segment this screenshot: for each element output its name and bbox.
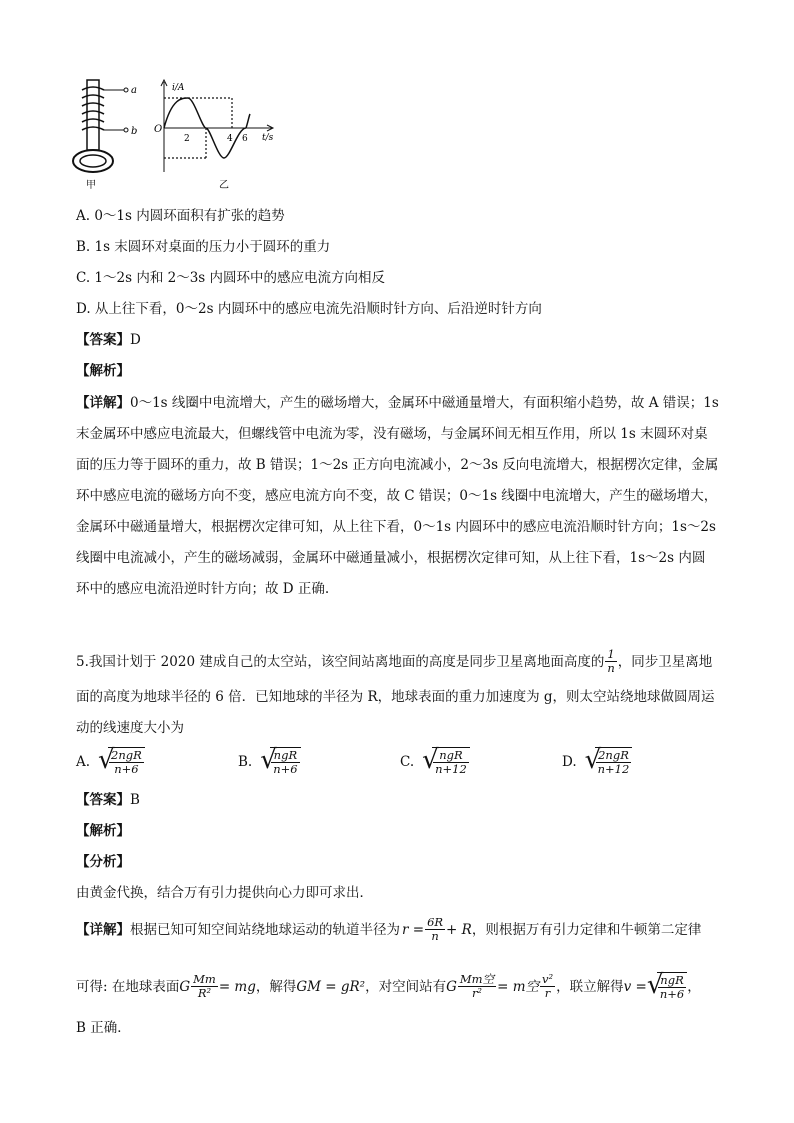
q5-detail-line-1: 【详解】 根据已知可知空间站绕地球运动的轨道半径为 r = $\frac{6R}{n}$ + R ，则根据万有引力定律和牛顿第二定律: [76, 915, 702, 943]
q4-detail-line-2: 末金属环中感应电流最大，但螺线管中电流为零，没有磁场，与金属环间无相互作用，所以 1s 末圆环对桌: [76, 426, 708, 442]
q4-answer: [76, 330, 141, 350]
fraction-1-over-n: $\frac{1}{n}$: [607, 647, 615, 675]
q5-fenxi-text: 由黄金代换，结合万有引力提供向心力即可求出．: [76, 885, 373, 901]
q5-detail-line-3: B 正确．: [76, 1020, 131, 1036]
label-jia: 甲: [86, 180, 96, 191]
q5-answer: 【答案】B: [76, 792, 140, 808]
q4-detail-line-3: 面的压力等于圆环的重力，故 B 错误；1～2s 正方向电流减小，2～3s 反向电流增大，根据楞次定律，金属: [76, 457, 719, 473]
q4-detail-line-4: 环中感应电流的磁场方向不变，感应电流方向不变，故 C 错误；0～1s 线圈中电流增大，产生的磁场增大，: [76, 488, 718, 504]
q5-option-c: C. √ $\frac{\text{ngR}}{n+12}$: [400, 747, 470, 776]
label-b: b: [131, 126, 138, 137]
q5-fenxi-tag: 【分析】: [76, 854, 130, 870]
q4-detail-line-6: 线圈中电流减小，产生的磁场减弱，金属环中磁通量减小，根据楞次定律可知，从上往下看，1s～2s 内圆: [76, 550, 706, 566]
q5-option-a: A. √ $\frac{\text{2ngR}}{n+6}$: [76, 747, 145, 776]
q4-detail-line-1: 【详解】0～1s 线圈中电流增大，产生的磁场增大，金属环中磁通量增大，有面积缩小趋势，故 A 错误；1s: [76, 395, 719, 411]
q5-option-b: B. √ $\frac{\text{ngR}}{n+6}$: [238, 747, 301, 776]
q5-stem-line-2: 面的高度为地球半径的 6 倍．已知地球的半径为 R，地球表面的重力加速度为 g，则太空站绕地球做圆周运: [76, 689, 715, 705]
y-axis-label: i/A: [172, 83, 185, 93]
solenoid-diagram: [73, 80, 128, 172]
q4-option-d: D. 从上往下看，0～2s 内圆环中的感应电流先沿顺时针方向、后沿逆时针方向: [76, 301, 542, 317]
q4-option-b: B. 1s 末圆环对桌面的压力小于圆环的重力: [76, 239, 331, 255]
answer-tag: 【答案】: [76, 332, 130, 348]
q4-option-a: A. 0～1s 内圆环面积有扩张的趋势: [76, 208, 285, 224]
q4-analysis-tag: 【解析】: [76, 363, 130, 379]
tick-4: 4: [227, 134, 233, 144]
tick-6: 6: [242, 134, 248, 144]
x-axis-label: t/s: [262, 133, 274, 143]
q5-detail-line-2: 可得: 在地球表面 G $\frac{Mm}{\text{R²}}$ = mg ，解得 GM = gR² ，对空间站有 G $\frac{\text{Mm空}}{\text{r²}}$ = m空 $\frac{\text{v²}}{r}$ ，联立解得 v = √ $\frac{\text{ngR}}{n+6}$ ，: [76, 970, 701, 1001]
q4-detail-line-7: 环中的感应电流沿逆时针方向；故 D 正确.: [76, 581, 330, 597]
current-time-graph: [161, 80, 273, 172]
label-yi: 乙: [219, 180, 229, 191]
q5-option-d: D. √ $\frac{\text{2ngR}}{n+12}$: [562, 747, 632, 776]
answer-value: B: [130, 792, 140, 808]
origin-label: O: [154, 124, 163, 135]
detail-tag: 【详解】: [76, 395, 130, 411]
q4-option-c: C. 1～2s 内和 2～3s 内圆环中的感应电流方向相反: [76, 270, 386, 286]
figure-svg: [72, 76, 292, 194]
problem-figure: [72, 76, 292, 194]
q5-stem-line-3: 动的线速度大小为: [76, 720, 184, 736]
answer-value: D: [130, 332, 141, 348]
q4-detail-line-5: 金属环中磁通量增大，根据楞次定律可知，从上往下看，0～1s 内圆环中的感应电流沿顺时针方向；1s～2s: [76, 519, 716, 535]
label-a: a: [131, 85, 137, 96]
tick-2: 2: [184, 134, 190, 144]
q5-stem-line-1: 5.我国计划于 2020 建成自己的太空站，该空间站离地面的高度是同步卫星离地面高度的 $\frac{1}{n}$ ，同步卫星离地: [76, 647, 713, 675]
q5-analysis-tag: 【解析】: [76, 823, 130, 839]
